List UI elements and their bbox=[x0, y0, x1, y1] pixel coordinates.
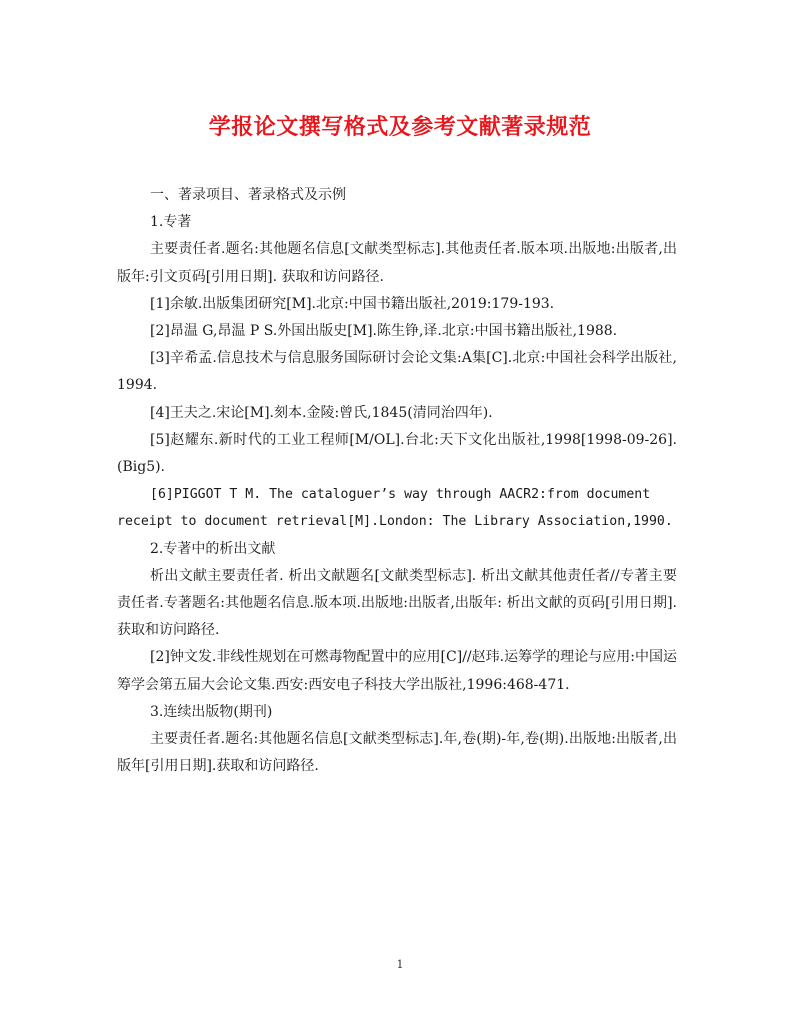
reference-example: [2]钟文发.非线性规划在可燃毒物配置中的应用[C]//赵玮.运筹学的理论与应用:中国运筹学会第五届大会论文集.西安:西安电子科技大学出版社,1996:468-471. bbox=[117, 649, 677, 693]
document-title: 学报论文撰写格式及参考文献著录规范 bbox=[208, 114, 592, 140]
reference-example: [2]昂温 G,昂温 P S.外国出版史[M].陈生铮,译.北京:中国书籍出版社,1988. bbox=[150, 323, 618, 340]
reference-example: [5]赵耀东.新时代的工业工程师[M/OL].台北:天下文化出版社,1998[1998-09-26].(Big5). bbox=[117, 431, 677, 476]
format-description: 主要责任者.题名:其他题名信息[文献类型标志].其他责任者.版本项.出版地:出版者,出版年:引文页码[引用日期]. 获取和访问路径. bbox=[117, 241, 677, 285]
subsection-heading: 3.连续出版物(期刊) bbox=[150, 703, 273, 720]
document-body bbox=[117, 182, 677, 780]
reference-example: [6]PIGGOT T M. The cataloguer’s way through AACR2:from document receipt to document retrieval[M].London: The Library Association,1990. bbox=[117, 487, 673, 530]
subsection-heading: 2.专著中的析出文献 bbox=[150, 540, 276, 557]
reference-example: [3]辛希孟.信息技术与信息服务国际研讨会论文集:A集[C].北京:中国社会科学出版社,1994. bbox=[117, 350, 677, 394]
reference-example: [1]余敏.出版集团研究[M].北京:中国书籍出版社,2019:179-193. bbox=[150, 295, 555, 312]
reference-example: [4]王夫之.宋论[M].刻本.金陵:曾氏,1845(清同治四年). bbox=[150, 404, 493, 421]
format-description: 析出文献主要责任者. 析出文献题名[文献类型标志]. 析出文献其他责任者//专著主要责任者.专著题名:其他题名信息.版本项.出版地:出版者,出版年: 析出文献的页码[引用日期].获取和访问路径. bbox=[117, 567, 677, 639]
section-heading: 一、著录项目、著录格式及示例 bbox=[150, 187, 346, 203]
page-number: 1 bbox=[396, 958, 404, 971]
subsection-heading: 1.专著 bbox=[150, 214, 192, 231]
format-description: 主要责任者.题名:其他题名信息[文献类型标志].年,卷(期)-年,卷(期).出版地:出版者,出版年[引用日期].获取和访问路径. bbox=[117, 731, 677, 775]
